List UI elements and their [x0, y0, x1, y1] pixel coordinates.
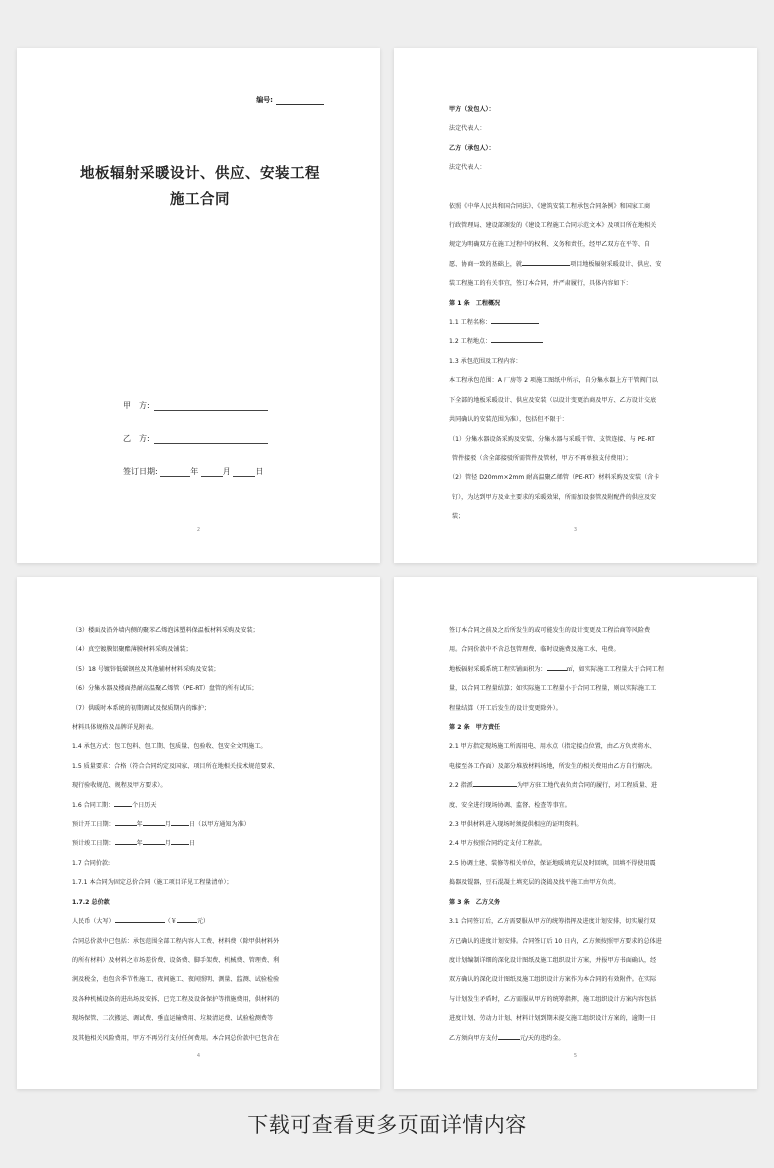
text-line: 2.5 协调土建、装修等相关单位，保证地暖填充层及时回填，回填不得使用震: [449, 859, 656, 867]
document-title: 地板辐射采暖设计、供应、安装工程施工合同: [80, 166, 320, 208]
text-line: 依照《中华人民共和国合同法》、《建筑安装工程承包合同条例》和国家工商: [449, 202, 651, 210]
text-line: 程量结算（开工后发生的设计变更除外）。: [449, 704, 562, 712]
text-line: 规定为明确双方在施工过程中的权利、义务和责任，经甲乙双方在平等、自: [449, 241, 651, 249]
text-line: 及各种机械设备的进出场及安拆、已完工程及设备保护等措施费用，供材料的: [72, 995, 280, 1003]
section-heading: 第 3 条 乙方义务: [449, 898, 501, 906]
contract-number-label: 编号:: [256, 96, 273, 104]
text-line: 1.7.1 本合同为固定总价合同（施工项目详见工程量清单）；: [72, 879, 233, 887]
text-line: 装；: [452, 513, 465, 521]
text-line: 法定代表人：: [449, 164, 486, 172]
text-line: 地板辐射采暖系统工程实铺面积为： ㎡，如实际施工工程量大于合同工程: [449, 665, 664, 673]
text-line: （6）分集水器及楼面热耐高温聚乙烯管（PE-RT）盘管的所有试压；: [72, 685, 258, 693]
text-line: 1.2 工程地点：: [449, 332, 703, 351]
text-line: 进度计划、劳动力计划、材料计划到期未提交施工组织设计方案的，逾期一日: [449, 1015, 657, 1023]
text-line: 3.1 合同签订后，乙方需要服从甲方的统筹指挥及进度计划安排，切实履行双: [449, 918, 656, 926]
text-line: 电接至各工作面）及部分堆放材料场地，所发生的相关费用由乙方自行解决。: [449, 762, 657, 770]
text-line: 装工程施工的有关事宜，签订本合同，并严肃履行，具体内容如下：: [449, 280, 632, 288]
text-line: 用。合同价款中不含总包管理费、临时设施费及施工水、电费。: [449, 646, 620, 654]
text-line: 本工程承包范围：A 厂房等 2 项施工图纸中所示，自分集水器上方干管阀门以: [449, 377, 658, 385]
page-body: [72, 621, 326, 1048]
page-number: 5: [573, 1053, 578, 1059]
text-line: 合同总价款中已包括：承包范围全部工程内容人工费、材料费（除甲供材料外: [72, 937, 280, 945]
text-line: 1.7 合同价款:: [72, 859, 111, 867]
download-more-caption: 下载可查看更多页面详情内容: [247, 1113, 527, 1137]
text-line: 行政管理局、建设部颁发的《建设工程施工合同示范文本》及项目所在地相关: [449, 222, 657, 230]
text-line: （5）18 号镀锌低碳钢丝及其他辅材材料采购及安装；: [72, 665, 220, 673]
document-page-3: [17, 577, 380, 1089]
text-line: 1.7.2 总价款: [72, 898, 110, 906]
text-line: 及其他相关风险费用，甲方不再另行支付任何费用。本合同总价款中已包含在: [72, 1034, 280, 1042]
text-line: 2.4 甲方按照合同约定支付工程款。: [449, 840, 546, 848]
text-line: 捣器及锟器，豆石混凝土填充层的浇捣及找平施工由甲方负责。: [449, 879, 620, 887]
text-line: 1.6 合同工期： 个日历天: [72, 801, 157, 809]
text-line: 现场保管、二次搬运、调试费、垂直运输费用、垃圾清运费、试验检测费等: [72, 1015, 274, 1023]
text-line: 共同确认的安装范围为准），包括但不限于：: [449, 416, 568, 424]
text-line: 管件接驳（含全部接驳所需管件及管材，甲方不再单独支付费用）；: [452, 454, 632, 462]
text-line: 2.2 指派 为甲方驻工地代表负责合同的履行，对工程质量、进: [449, 782, 657, 790]
page-number: 3: [573, 527, 578, 533]
text-line: 钉），为达到甲方及业主要求的采暖效果，所需加设套管及附配件的供应及安: [452, 493, 657, 501]
text-line: （7）供暖时本系统的初期调试及保质期内的维护；: [72, 704, 210, 712]
document-page-2: [394, 48, 757, 563]
text-line: 下全部的地板采暖设计、供应及安装（以设计变更治商及甲方、乙方设计交底: [449, 396, 657, 404]
text-line: 2.3 甲供材料进入现场时须提供相应的证明资料。: [449, 821, 583, 829]
text-line: 2.1 甲方指定现场施工所需用电、用水点（指定接点位置，由乙方负责将水、: [449, 743, 656, 751]
text-line: （4）真空镀膜铝聚酯薄膜材料采购及铺装；: [72, 646, 192, 654]
text-line: 预计开工日期： 年 月 日（以甲方通知为准）: [72, 821, 250, 829]
text-line: 预计竣工日期： 年 月 日: [72, 840, 195, 848]
party-b-signature: 乙 方:: [123, 433, 268, 444]
section-heading: 第 1 条 工程概况: [449, 299, 501, 307]
section-heading: 第 2 条 甲方责任: [449, 724, 501, 732]
text-line: 润及税金，也包含季节性施工、夜间施工、夜间照明、测量、监测、试验检验: [72, 976, 280, 984]
text-line: 双方确认的深化设计图纸及施工组织设计方案作为本合同的有效附件。在实际: [449, 976, 657, 984]
text-line: 1.5 质量要求：合格（符合合同约定及国家、项目所在地相关技术规范要求、: [72, 762, 279, 770]
party-a-signature: 甲 方:: [123, 400, 268, 411]
text-line: 度计划编制详细的深化设计图纸及施工组织设计方案，并报甲方书面确认，经: [449, 956, 657, 964]
page-body: [449, 100, 703, 527]
contract-number: [256, 95, 324, 105]
text-line: [449, 178, 703, 197]
document-page-4: [394, 577, 757, 1089]
text-line: （1）分集水器设备采购及安装、分集水器与采暖干管、支管连接、与 PE-RT: [449, 435, 655, 443]
text-line: 法定代表人：: [449, 125, 486, 133]
text-line: 乙方（承包人）：: [449, 144, 495, 152]
text-line: 1.1 工程名称：: [449, 313, 703, 332]
text-line: （2）管径 D20mm×2mm 耐高温聚乙烯管（PE-RT）材料采购及安装（含卡: [449, 474, 660, 482]
page-number: 4: [196, 1053, 201, 1059]
text-line: 材料具体规格及品牌详见附表。: [72, 724, 158, 732]
text-line: 1.4 承包方式：包工包料、包工期、包质量、包验收、包安全文明施工。: [72, 743, 267, 751]
text-line: 签订本合同之前及之后所发生的或可能发生的设计变更及工程洽商等风险费: [449, 627, 651, 634]
signing-date: 签订日期: 年 月 日: [123, 467, 264, 476]
text-line: 度、安全进行现场协调、监督、检查等事宜。: [449, 801, 571, 809]
text-line: 的所有材料）及材料之市场差价费、设备费、脚手架费、机械费、管理费、利: [72, 956, 280, 964]
text-line: 乙方须向甲方支付 元/天的违约金。: [449, 1034, 565, 1042]
text-line: （3）楼面及沿外墙内侧的聚苯乙烯泡沫塑料保温板材料采购及安装；: [72, 627, 259, 634]
text-line: 1.3 承包范围及工程内容：: [449, 357, 522, 365]
text-line: 愿、协商一致的基础上，就 项目地板辐射采暖设计、供应、安: [449, 260, 662, 268]
text-line: 方已确认的进度计划安排。合同签订后 10 日内，乙方须按照甲方要求的总体进: [449, 937, 662, 945]
text-line: 甲方（发包人）：: [449, 106, 495, 113]
text-line: 现行验收规范、规程及甲方要求）。: [72, 782, 167, 790]
page-body: [449, 621, 703, 1048]
text-line: 人民币（大写） （￥ 元）: [72, 918, 210, 926]
text-line: 量，以合同工程量结算；如实际施工工程量小于合同工程量，则以实际施工工: [449, 685, 657, 693]
document-page-cover: [17, 48, 380, 563]
text-line: 与计划发生矛盾时，乙方需服从甲方的统筹指挥，施工组织设计方案内容包括: [449, 995, 657, 1003]
page-number: 2: [196, 527, 201, 533]
